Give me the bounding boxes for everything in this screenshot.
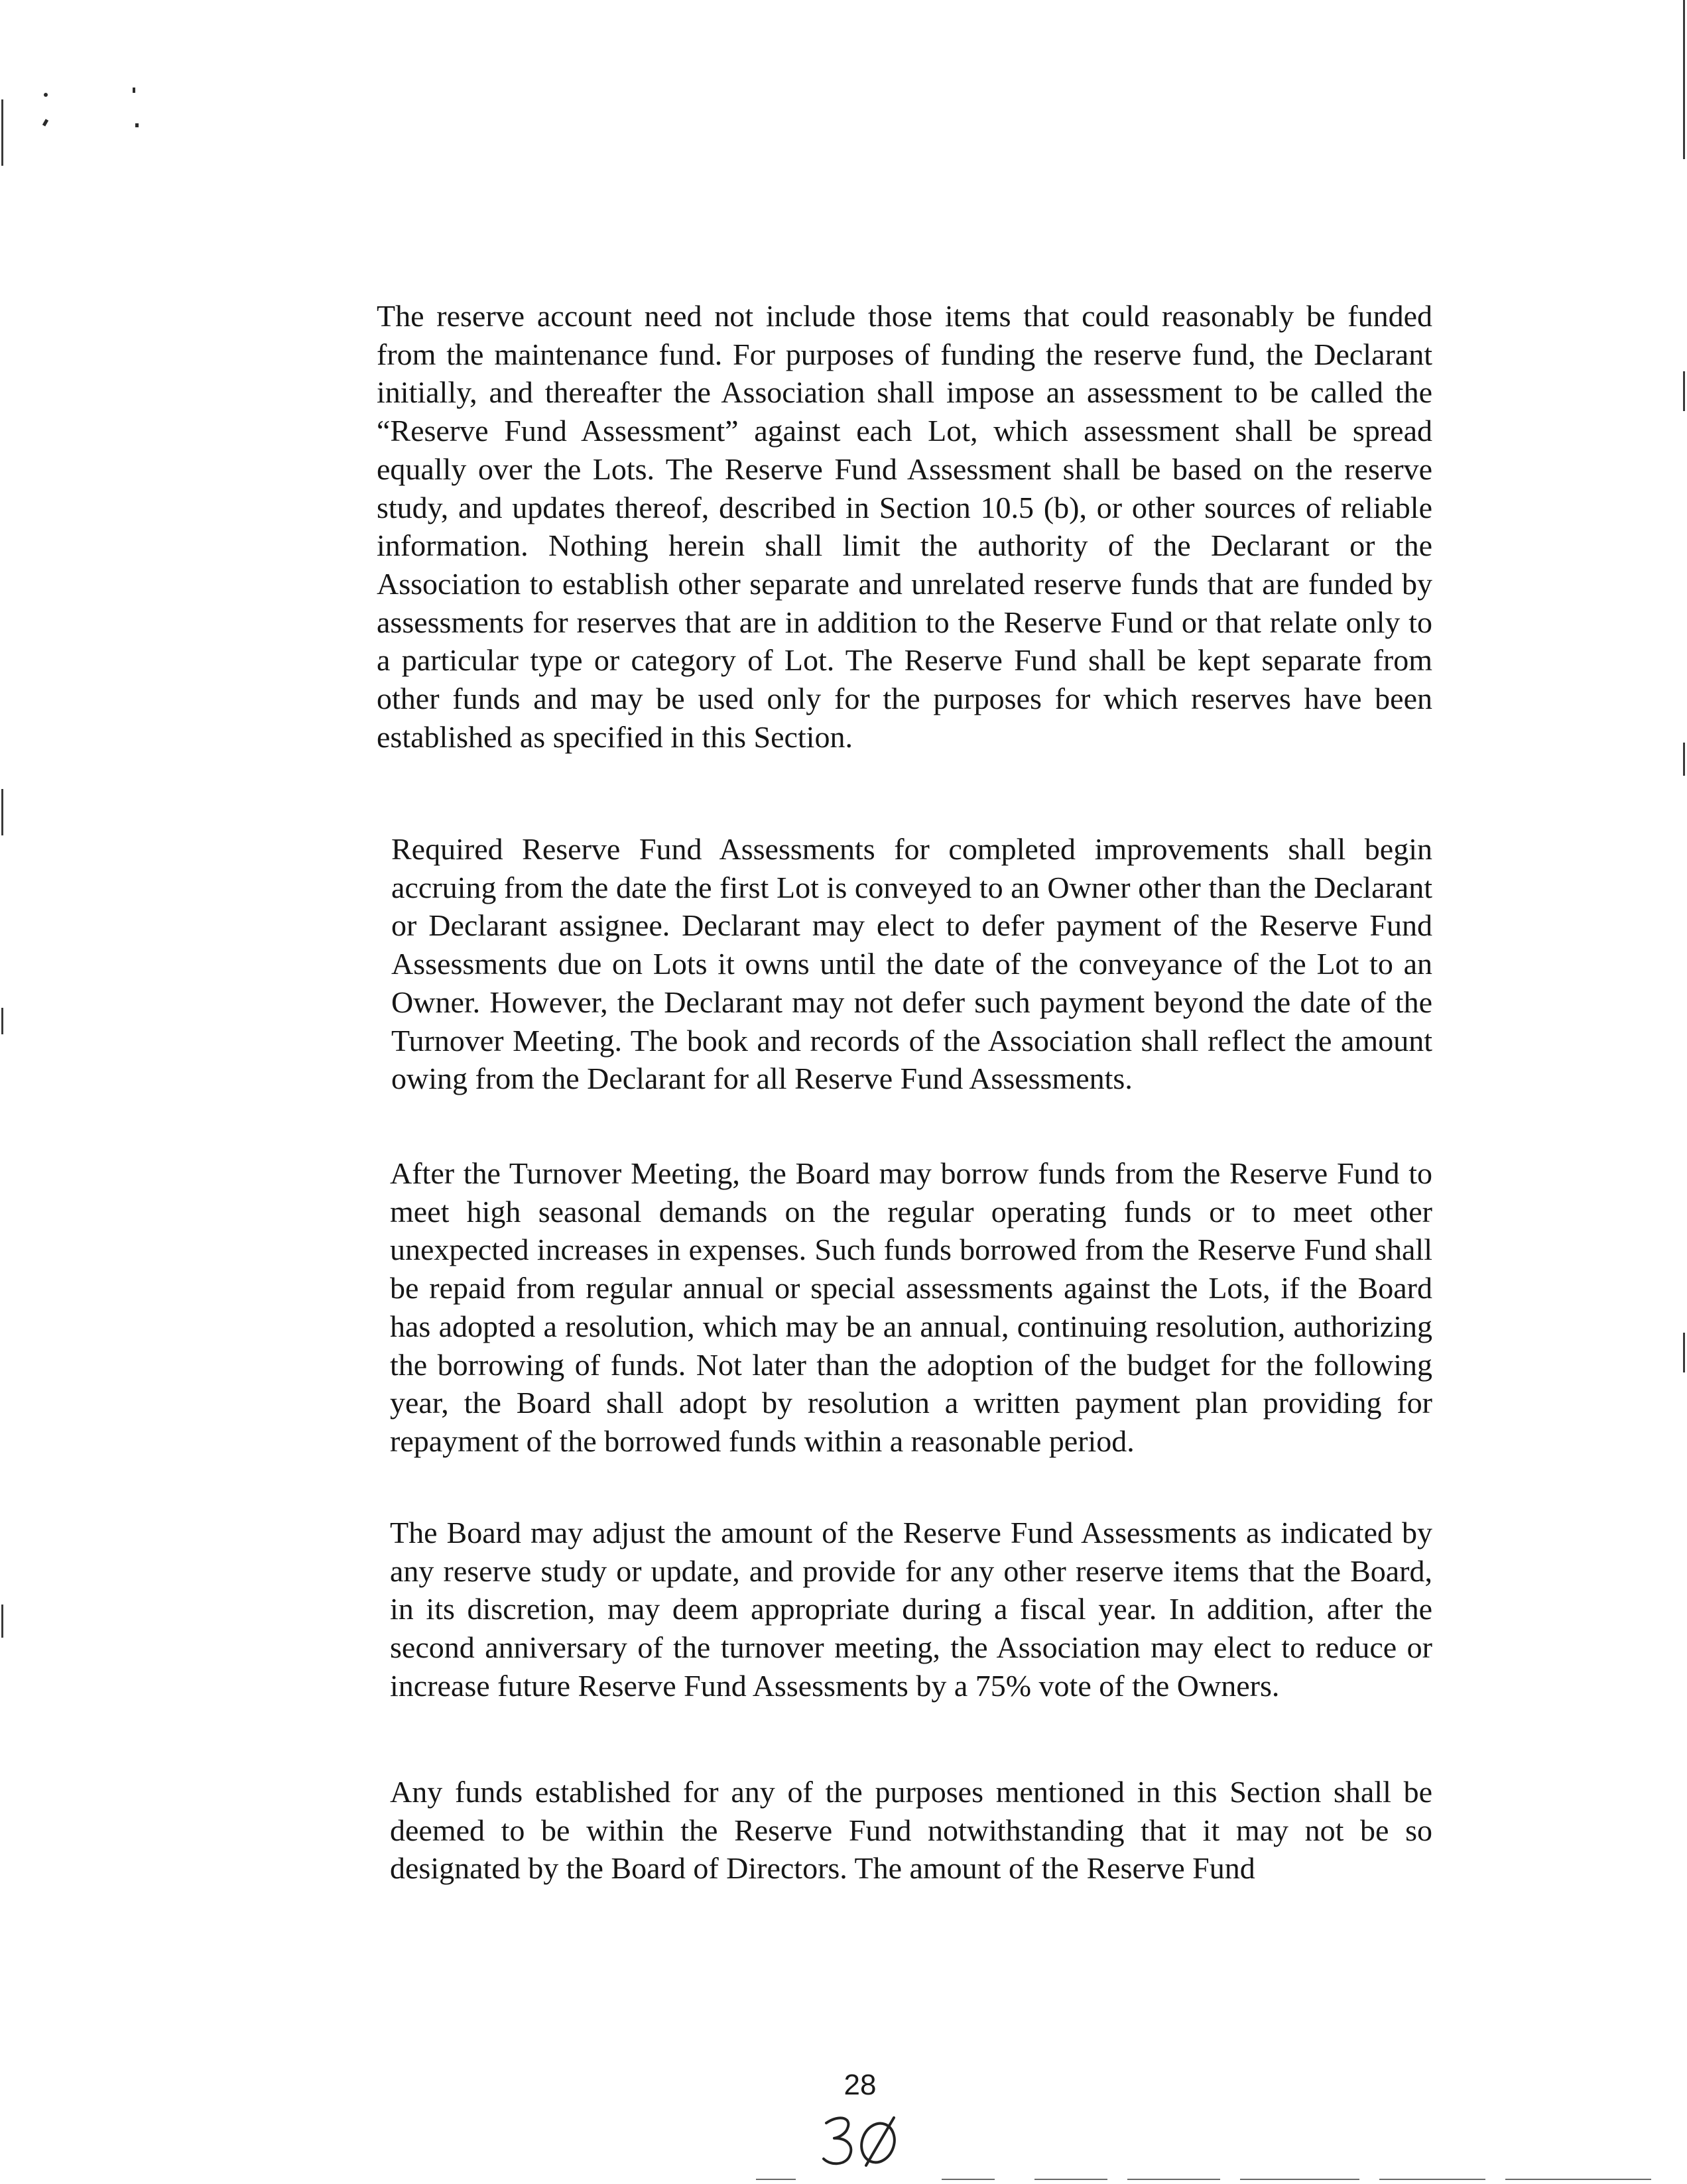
scan-edge-line	[1, 789, 3, 835]
scan-speck	[42, 119, 48, 126]
scan-edge-line	[1683, 743, 1685, 776]
scan-edge-line	[1, 1605, 3, 1638]
paragraph-borrowing-funds: After the Turnover Meeting, the Board may borrow funds from the Reserve Fund to meet high seasonal demands on the regular operating funds or to meet other unexpected increases in expenses. Such funds borrowed from the Reserve Fund shall be repaid from regular annual or special assessments against the Lots, if the Board has adopted a resolution, which may be an annual, continuing resolution, authorizing the borrowing of funds. Not later than the adoption of the budget for the following year, the Board shall adopt by resolution a written payment plan providing for repayment of the borrowed funds within a reasonable period.	[390, 1156, 1432, 1458]
scan-edge-line	[1683, 371, 1685, 411]
scan-bottom-dash	[1240, 2179, 1359, 2180]
scan-edge-line	[1, 99, 3, 166]
scan-bottom-dash	[1034, 2179, 1107, 2180]
scan-speck	[135, 123, 139, 127]
paragraph-reserve-account: The reserve account need not include those items that could reasonably be funded from the maintenance fund. For purposes of funding the reserve fund, the Declarant initially, and thereafter the Association shall impose an assessment to be called the “Reserve Fund Assessment” against each Lot, which assessment shall be spread equally over the Lots. The Reserve Fund Assessment shall be based on the reserve study, and updates thereof, described in Section 10.5 (b), or other sources of reliable information. Nothing herein shall limit the authority of the Declarant or the Association to establish other separate and unrelated reserve funds that are funded by assessments for reserves that are in addition to the Reserve Fund or that relate only to a particular type or category of Lot. The Reserve Fund shall be kept separate from other funds and may be used only for the purposes for which reserves have been established as specified in this Section.	[377, 299, 1432, 754]
scan-edge-line	[1683, 1333, 1685, 1372]
paragraph-funds-established: Any funds established for any of the purposes mentioned in this Section shall be deemed to be within the Reserve Fund notwithstanding that it may not be so designated by the Board of Directors. The amount of the Reserve Fund	[390, 1775, 1432, 1886]
scan-bottom-dash	[942, 2179, 995, 2180]
scan-bottom-dash	[1127, 2179, 1220, 2180]
scan-edge-line	[1, 1008, 3, 1034]
paragraph-adjust-assessments: The Board may adjust the amount of the Reserve Fund Assessments as indicated by any reserve study or update, and provide for any other reserve items that the Board, in its discretion, may deem appropriate during a fiscal year. In addition, after the second anniversary of the turnover meeting, the Association may elect to reduce or increase future Reserve Fund Assessments by a 75% vote of the Owners.	[390, 1516, 1432, 1703]
handwritten-page-number	[820, 2108, 906, 2175]
scan-speck	[44, 93, 48, 97]
scan-edge-line	[1683, 0, 1685, 159]
paragraph-required-assessments: Required Reserve Fund Assessments for completed improvements shall begin accruing from the date the first Lot is conveyed to an Owner other than the Declarant or Declarant assignee. Declarant may elect to defer payment of the Reserve Fund Assessments due on Lots it owns until the date of the conveyance of the Lot to an Owner. However, the Declarant may not defer such payment beyond the date of the Turnover Meeting. The book and records of the Association shall reflect the amount owing from the Declarant for all Reserve Fund Assessments.	[391, 832, 1432, 1096]
scan-bottom-dash	[756, 2179, 796, 2180]
scan-bottom-dash	[1379, 2179, 1485, 2180]
scan-speck	[133, 88, 135, 93]
page-number: 28	[844, 2069, 877, 2101]
scan-bottom-dash	[1505, 2179, 1651, 2180]
